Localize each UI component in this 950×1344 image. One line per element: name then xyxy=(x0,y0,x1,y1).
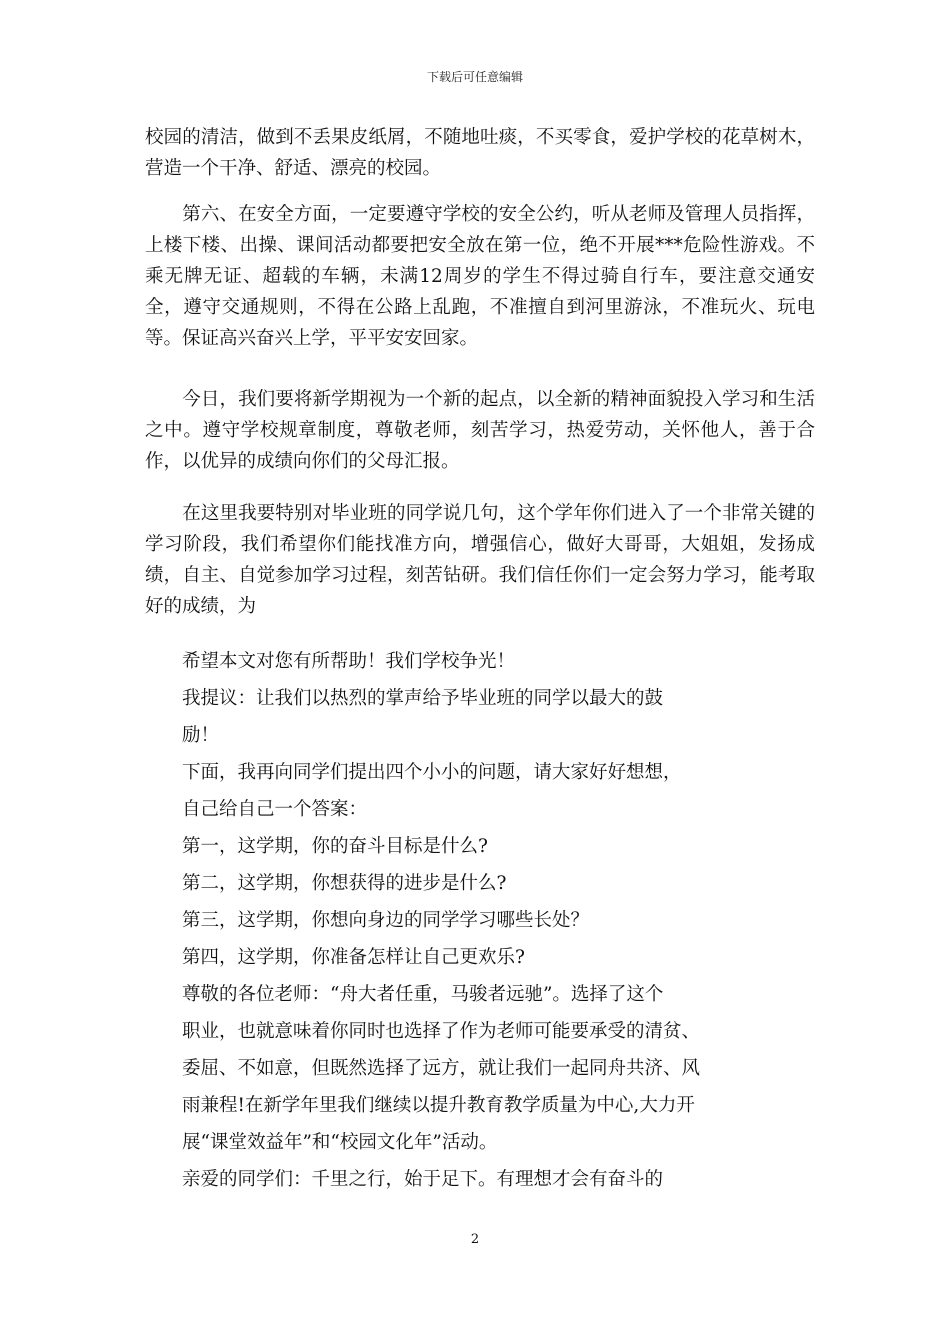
paragraph-graduating-class: 在这里我要特别对毕业班的同学说几句，这个学年你们进入了一个非常关键的学习阶段，我们希望你们能找准方向，增强信心，做好大哥哥，大姐姐，发扬成绩，自主、自觉参加学习过程，刻苦钻研。我们信任你们一定会努力学习，能考取好的成绩，为 xyxy=(145,503,815,617)
text-line: 励！ xyxy=(182,725,220,746)
paragraph-new-semester: 今日，我们要将新学期视为一个新的起点，以全新的精神面貌投入学习和生活之中。遵守学校规章制度，尊敬老师，刻苦学习，热爱劳动，关怀他人，善于合作，以优异的成绩向你们的父母汇报。 xyxy=(145,389,815,472)
text-line: 委屈、不如意，但既然选择了远方，就让我们一起同舟共济、风 xyxy=(182,1058,701,1079)
text-line: 职业，也就意味着你同时也选择了作为老师可能要承受的清贫、 xyxy=(182,1021,701,1042)
question-2: 第二，这学期，你想获得的进步是什么? xyxy=(182,873,507,894)
question-3: 第三，这学期，你想向身边的同学学习哪些长处？ xyxy=(182,910,590,931)
text-line: 下面，我再向同学们提出四个小小的问题，请大家好好想想， xyxy=(182,762,682,783)
page-number: 2 xyxy=(470,1232,480,1247)
paragraph-safety: 第六、在安全方面，一定要遵守学校的安全公约，听从老师及管理人员指挥，上楼下楼、出操、课间活动都要把安全放在第一位，绝不开展***危险性游戏。不乘无牌无证、超载的车辆，未满12周岁的学生不得过骑自行车，要注意交通安全，遵守交通规则，不得在公路上乱跑，不准擅自到河里游泳，不准玩火、玩电等。保证高兴奋兴上学，平平安安回家。 xyxy=(145,204,815,349)
text-line: 希望本文对您有所帮助！我们学校争光！ xyxy=(182,651,516,672)
text-line: 尊敬的各位老师：“舟大者任重，马骏者远驰”。选择了这个 xyxy=(182,984,664,1005)
text-line: 自己给自己一个答案： xyxy=(182,799,368,820)
question-4: 第四，这学期，你准备怎样让自己更欢乐? xyxy=(182,947,525,968)
question-1: 第一，这学期，你的奋斗目标是什么? xyxy=(182,836,488,857)
text-line: 亲爱的同学们：千里之行，始于足下。有理想才会有奋斗的 xyxy=(182,1169,664,1190)
page-header: 下载后可任意编辑 xyxy=(426,70,523,84)
text-line: 展“课堂效益年”和“校园文化年”活动。 xyxy=(182,1132,498,1153)
text-line: 我提议：让我们以热烈的掌声给予毕业班的同学以最大的鼓 xyxy=(182,688,664,709)
text-line: 雨兼程!在新学年里我们继续以提升教育教学质量为中心,大力开 xyxy=(182,1095,695,1116)
paragraph-cleanliness: 校园的清洁，做到不丢果皮纸屑，不随地吐痰，不买零食，爱护学校的花草树木，营造一个干净、舒适、漂亮的校园。 xyxy=(145,127,815,179)
